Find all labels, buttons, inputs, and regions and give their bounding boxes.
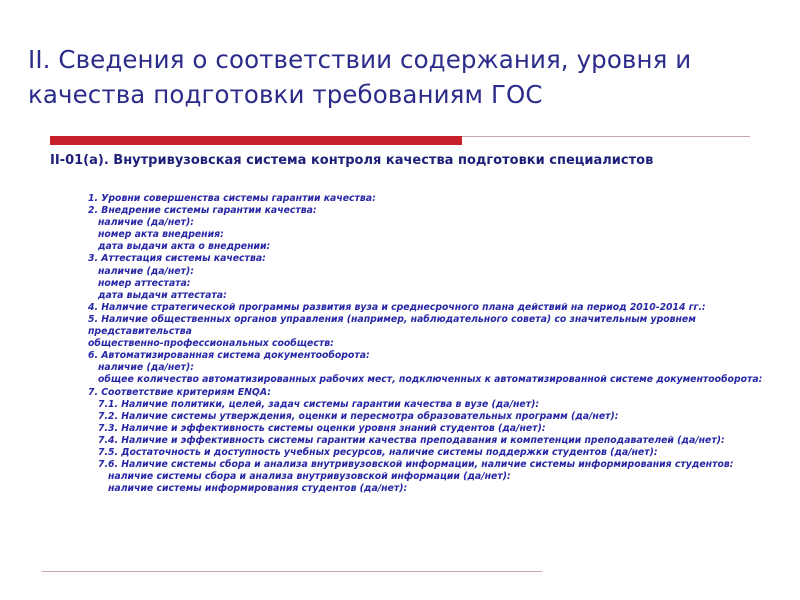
list-item: номер аттестата: <box>98 277 191 289</box>
list-item: 7.2. Наличие системы утверждения, оценки и пересмотра образовательных программ (да/нет): <box>98 410 619 422</box>
list-item: наличие (да/нет): <box>98 362 194 374</box>
list-item: 6. Автоматизированная система документооборота: <box>88 350 370 362</box>
list-item: 7.3. Наличие и эффективность системы оценки уровня знаний студентов (да/нет): <box>98 422 546 434</box>
list-item: наличие системы информирования студентов (да/нет): <box>108 483 408 495</box>
list-item: 7.6. Наличие системы сбора и анализа внутривузовской информации, наличие системы информирования студентов: <box>98 459 734 471</box>
list-item: дата выдачи акта о внедрении: <box>98 241 271 253</box>
list-item: номер акта внедрения: <box>98 229 224 241</box>
list-item: 7.4. Наличие и эффективность системы гарантии качества преподавания и компетенции преподавателей (да/нет): <box>98 434 725 446</box>
list-item: 5. Наличие общественных органов управления (например, наблюдательного совета) со значительным уровнем представительства <box>88 313 696 338</box>
list-item: 7.5. Достаточность и доступность учебных ресурсов, наличие системы поддержки студентов (да/нет): <box>98 446 658 458</box>
section-subtitle: II-01(а). Внутривузовская система контроля качества подготовки специалистов <box>50 153 654 168</box>
slide-title: II. Сведения о соответствии содержания, уровня и качества подготовки требованиям ГОС <box>28 45 692 109</box>
title-accent-bar <box>50 136 462 145</box>
list-item: общественно-профессиональных сообществ: <box>88 338 334 350</box>
footer-line <box>42 571 542 572</box>
criteria-list <box>88 193 778 495</box>
list-item: 7. Соответствие критериям ENQA: <box>88 386 271 398</box>
list-item: 3. Аттестация системы качества: <box>88 253 266 265</box>
list-item: 7.1. Наличие политики, целей, задач системы гарантии качества в вузе (да/нет): <box>98 398 540 410</box>
list-item: наличие системы сбора и анализа внутривузовской информации (да/нет): <box>108 471 511 483</box>
list-item: дата выдачи аттестата: <box>98 289 227 301</box>
list-item: общее количество автоматизированных рабочих мест, подключенных к автоматизированной системе документооборота: <box>98 374 763 386</box>
list-item: 2. Внедрение системы гарантии качества: <box>88 205 317 217</box>
title-underline <box>462 136 750 137</box>
list-item: 1. Уровни совершенства системы гарантии качества: <box>88 193 376 204</box>
list-item: наличие (да/нет): <box>98 217 194 229</box>
list-item: 4. Наличие стратегической программы развития вуза и среднесрочного плана действий на период 2010-2014 гг.: <box>88 301 706 313</box>
list-item: наличие (да/нет): <box>98 265 194 277</box>
